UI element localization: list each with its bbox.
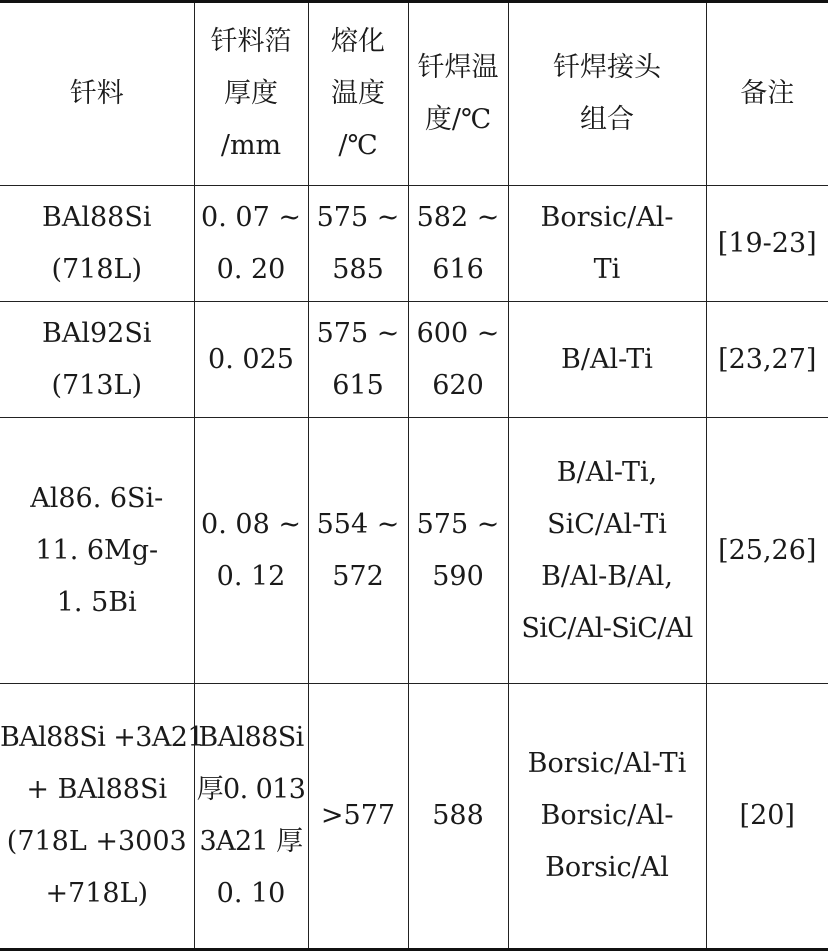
header-line: 温度 (309, 68, 408, 120)
cell-line: Borsic/Al- (509, 790, 706, 842)
cell-thickness (194, 186, 308, 302)
cell-line: B/Al-B/Al, (509, 551, 706, 603)
cell-joint (508, 302, 706, 418)
header-brazing-temp (408, 2, 508, 186)
header-line: 备注 (707, 68, 828, 120)
cell-line: 1. 5Bi (0, 577, 194, 629)
cell-line: 620 (409, 360, 508, 412)
cell-line: 575 ~ (309, 192, 408, 244)
cell-line: 0. 07 ~ (195, 192, 308, 244)
cell-line: 615 (309, 360, 408, 412)
cell-line: 0. 10 (195, 868, 308, 920)
cell-thickness (194, 418, 308, 684)
table-row (0, 186, 828, 302)
cell-line: (713L) (0, 360, 194, 412)
cell-line: 0. 20 (195, 244, 308, 296)
cell-melting (308, 302, 408, 418)
header-line: 钎料箔 (195, 16, 308, 68)
cell-line: [19-23] (707, 218, 828, 270)
cell-melting (308, 684, 408, 950)
cell-line: Borsic/Al (509, 842, 706, 894)
cell-line: (718L) (0, 244, 194, 296)
cell-line: [20] (707, 790, 828, 842)
header-note (706, 2, 828, 186)
cell-line: 厚0. 013 (195, 764, 308, 816)
cell-note (706, 302, 828, 418)
cell-line: 0. 025 (195, 334, 308, 386)
cell-line: +718L) (0, 868, 194, 920)
cell-line: 3A21 厚 (195, 816, 308, 868)
cell-line: BAl88Si (0, 192, 194, 244)
header-line: 钎焊温 (409, 42, 508, 94)
cell-joint (508, 684, 706, 950)
cell-line: >577 (309, 790, 408, 842)
cell-line: BAl88Si (195, 712, 308, 764)
cell-line: BAl88Si +3A21 (0, 712, 194, 764)
cell-line: 616 (409, 244, 508, 296)
cell-line: 590 (409, 551, 508, 603)
cell-line: 585 (309, 244, 408, 296)
header-line: 组合 (509, 94, 706, 146)
cell-filler (0, 684, 194, 950)
cell-melting (308, 186, 408, 302)
cell-line: 11. 6Mg- (0, 525, 194, 577)
cell-filler (0, 302, 194, 418)
header-melting-temp (308, 2, 408, 186)
table-row (0, 684, 828, 950)
cell-line: 575 ~ (309, 308, 408, 360)
cell-line: 554 ~ (309, 499, 408, 551)
cell-thickness (194, 302, 308, 418)
header-line: 钎料 (0, 68, 194, 120)
cell-thickness (194, 684, 308, 950)
cell-line: Ti (509, 244, 706, 296)
cell-line: 0. 12 (195, 551, 308, 603)
cell-line: (718L +3003 (0, 816, 194, 868)
cell-line: 600 ~ (409, 308, 508, 360)
header-line: 钎焊接头 (509, 42, 706, 94)
cell-note (706, 418, 828, 684)
cell-line: [25,26] (707, 525, 828, 577)
cell-filler (0, 186, 194, 302)
cell-filler (0, 418, 194, 684)
cell-brazing (408, 186, 508, 302)
header-joint (508, 2, 706, 186)
cell-line: [23,27] (707, 334, 828, 386)
header-line: 熔化 (309, 16, 408, 68)
header-filler (0, 2, 194, 186)
table-row (0, 418, 828, 684)
header-line: /mm (195, 120, 308, 172)
cell-line: SiC/Al-SiC/Al (509, 603, 706, 655)
header-row (0, 2, 828, 186)
cell-line: Borsic/Al- (509, 192, 706, 244)
cell-line: 572 (309, 551, 408, 603)
header-line: 度/℃ (409, 94, 508, 146)
cell-line: BAl92Si (0, 308, 194, 360)
cell-brazing (408, 684, 508, 950)
cell-line: 0. 08 ~ (195, 499, 308, 551)
cell-brazing (408, 302, 508, 418)
cell-line: 582 ~ (409, 192, 508, 244)
cell-line: 588 (409, 790, 508, 842)
cell-brazing (408, 418, 508, 684)
cell-line: 575 ~ (409, 499, 508, 551)
header-line: /℃ (309, 120, 408, 172)
table-row (0, 302, 828, 418)
cell-joint (508, 186, 706, 302)
cell-note (706, 684, 828, 950)
cell-melting (308, 418, 408, 684)
cell-line: B/Al-Ti (509, 334, 706, 386)
cell-line: + BAl88Si (0, 764, 194, 816)
cell-joint (508, 418, 706, 684)
header-line: 厚度 (195, 68, 308, 120)
cell-line: Borsic/Al-Ti (509, 738, 706, 790)
cell-note (706, 186, 828, 302)
cell-line: B/Al-Ti, (509, 447, 706, 499)
cell-line: SiC/Al-Ti (509, 499, 706, 551)
header-foil-thickness (194, 2, 308, 186)
cell-line: Al86. 6Si- (0, 473, 194, 525)
